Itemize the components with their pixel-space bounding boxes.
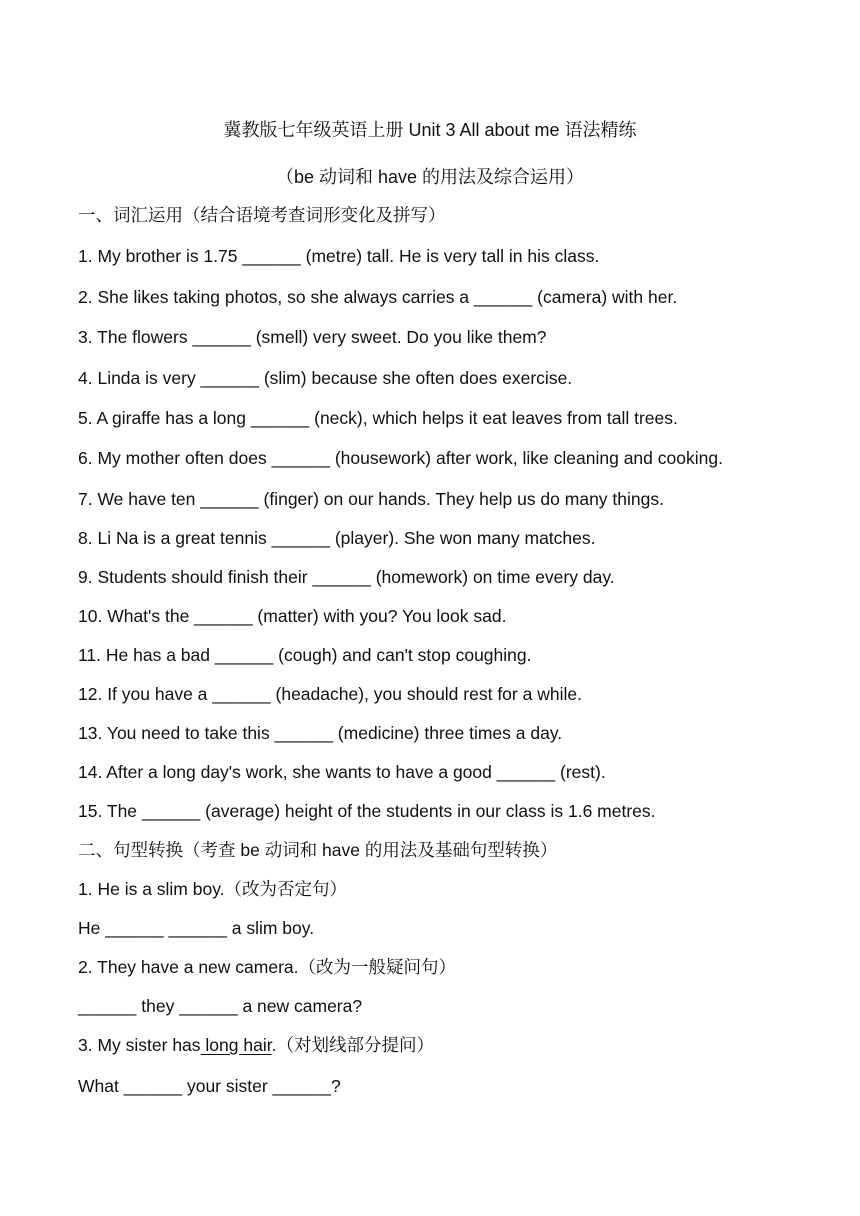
section2-heading: 二、句型转换（考查 be 动词和 have 的用法及基础句型转换）: [78, 840, 558, 860]
document-subtitle: （be 动词和 have 的用法及综合运用）: [275, 167, 585, 187]
section1-heading: 一、词汇运用（结合语境考查词形变化及拼写）: [78, 205, 446, 225]
question-line: 2. She likes taking photos, so she always carries a ______ (camera) with her.: [78, 287, 678, 307]
question-line: 4. Linda is very ______ (slim) because she often does exercise.: [78, 368, 573, 388]
question-prefix: 3. My sister has: [78, 1035, 201, 1055]
question-line: 1. My brother is 1.75 ______ (metre) tall. He is very tall in his class.: [78, 246, 600, 266]
transform-answer: ______ they ______ a new camera?: [78, 996, 363, 1016]
question-line: 14. After a long day's work, she wants to have a good ______ (rest).: [78, 762, 606, 782]
transform-answer: He ______ ______ a slim boy.: [78, 918, 315, 938]
transform-answer: What ______ your sister ______?: [78, 1076, 341, 1096]
underlined-phrase: long hair: [200, 1035, 272, 1055]
question-line: 15. The ______ (average) height of the students in our class is 1.6 metres.: [78, 801, 656, 821]
document-title: 冀教版七年级英语上册 Unit 3 All about me 语法精练: [223, 120, 637, 140]
question-line: 3. The flowers ______ (smell) very sweet. Do you like them?: [78, 327, 547, 347]
question-line: 6. My mother often does ______ (housework) after work, like cleaning and cooking.: [78, 448, 723, 468]
transform-question: [78, 1034, 434, 1056]
question-line: 12. If you have a ______ (headache), you should rest for a while.: [78, 684, 582, 704]
question-line: 11. He has a bad ______ (cough) and can't stop coughing.: [78, 645, 532, 665]
question-line: 9. Students should finish their ______ (homework) on time every day.: [78, 567, 615, 587]
question-line: 5. A giraffe has a long ______ (neck), which helps it eat leaves from tall trees.: [78, 408, 678, 428]
question-line: 13. You need to take this ______ (medicine) three times a day.: [78, 723, 563, 743]
question-line: 7. We have ten ______ (finger) on our hands. They help us do many things.: [78, 489, 664, 509]
question-line: 10. What's the ______ (matter) with you? You look sad.: [78, 606, 507, 626]
transform-question: 2. They have a new camera.（改为一般疑问句）: [78, 957, 456, 977]
transform-question: 1. He is a slim boy.（改为否定句）: [78, 879, 348, 899]
question-suffix: .（对划线部分提问）: [271, 1035, 434, 1055]
question-line: 8. Li Na is a great tennis ______ (player). She won many matches.: [78, 528, 596, 548]
